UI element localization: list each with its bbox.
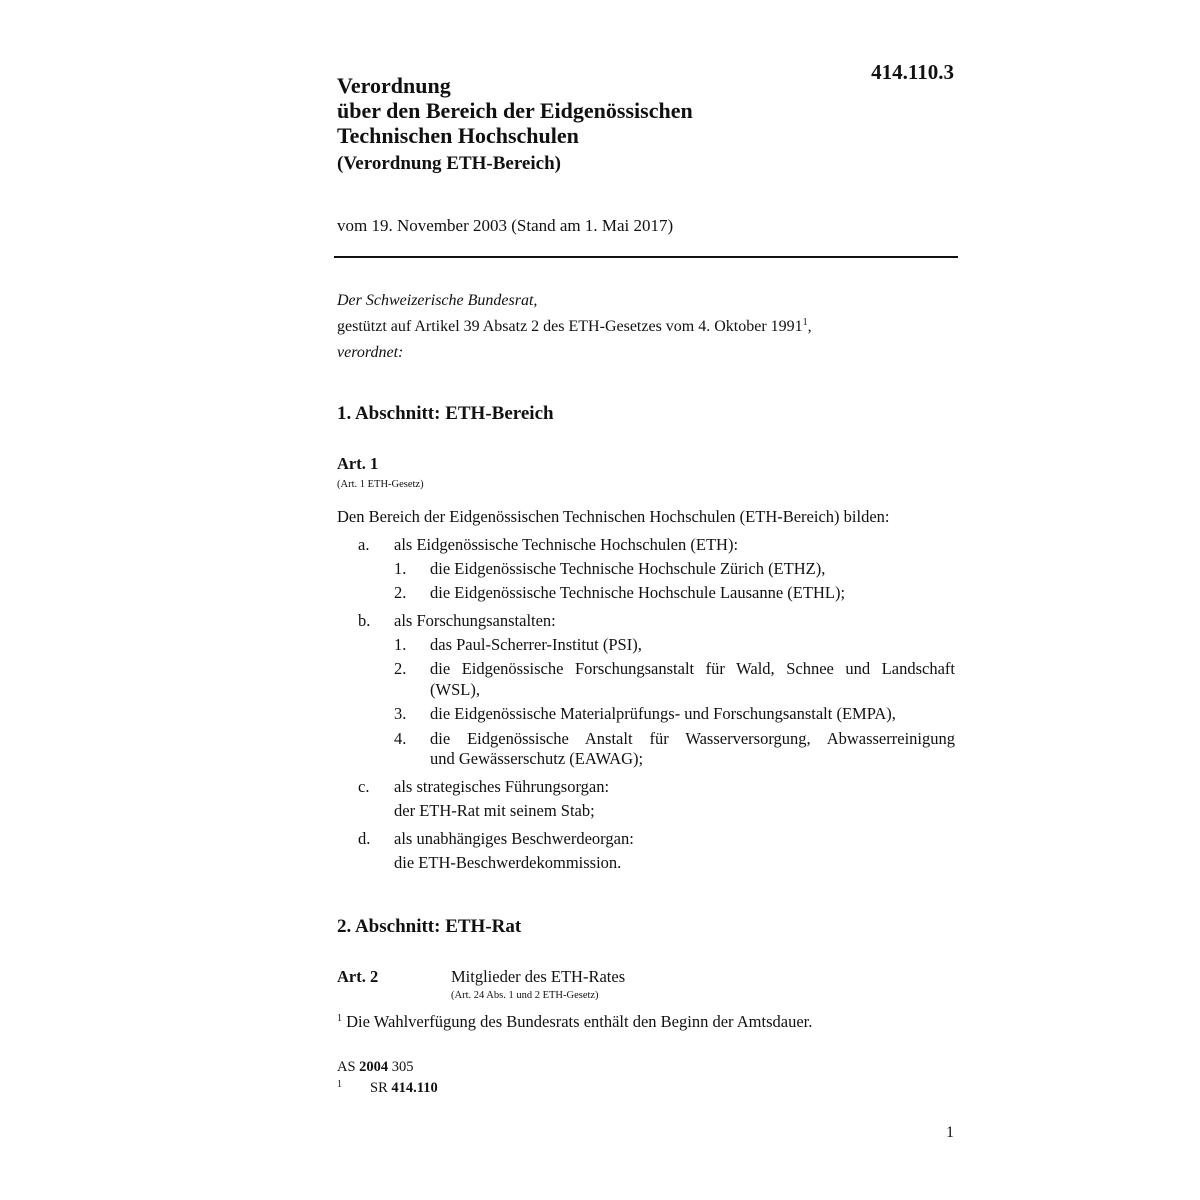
header-rule — [334, 256, 958, 258]
item-a1-text: die Eidgenössische Technische Hochschule Zürich (ETHZ), — [430, 559, 826, 578]
art-1-label: Art. 1 — [337, 454, 379, 473]
item-b2-text-line2: (WSL), — [430, 680, 480, 699]
item-b3-num: 3. — [394, 704, 407, 723]
sr-number: 414.110.3 — [871, 60, 954, 84]
short-title: (Verordnung ETH-Bereich) — [337, 153, 561, 174]
art-1-ref: (Art. 1 ETH-Gesetz) — [337, 479, 424, 490]
art-2-ref: (Art. 24 Abs. 1 und 2 ETH-Gesetz) — [451, 990, 599, 1001]
title-line-2: über den Bereich der Eidgenössischen — [337, 98, 693, 123]
page-number: 1 — [946, 1124, 954, 1141]
footnote-1-text: SR 414.110 — [370, 1080, 438, 1096]
art-2-label: Art. 2 — [337, 967, 379, 986]
item-b1-num: 1. — [394, 635, 407, 654]
item-a-letter: a. — [358, 535, 370, 554]
title-line-1: Verordnung — [337, 73, 451, 98]
date-line: vom 19. November 2003 (Stand am 1. Mai 2017) — [337, 216, 674, 235]
item-c-letter: c. — [358, 777, 370, 796]
item-a2-num: 2. — [394, 583, 407, 602]
item-a-text: als Eidgenössische Technische Hochschulen (ETH): — [394, 535, 739, 554]
preamble-authority: Der Schweizerische Bundesrat, — [337, 292, 538, 309]
footnote-1-number: 1 — [337, 1079, 342, 1090]
preamble-basis: gestützt auf Artikel 39 Absatz 2 des ETH-Gesetzes vom 4. Oktober 1991$^1$, — [337, 317, 812, 335]
item-d-line1: als unabhängiges Beschwerdeorgan: — [394, 829, 634, 848]
item-b2-num: 2. — [394, 659, 407, 678]
preamble-decree: verordnet: — [337, 344, 404, 361]
item-d-line2: die ETH-Beschwerdekommission. — [394, 853, 622, 872]
item-b3-text: die Eidgenössische Materialprüfungs- und Forschungsanstalt (EMPA), — [430, 704, 896, 723]
item-c-line2: der ETH-Rat mit seinem Stab; — [394, 801, 595, 820]
item-b2-text-line1: die Eidgenössische Forschungsanstalt für Wald, Schnee und Landschaft — [430, 659, 955, 678]
section-1-heading: 1. Abschnitt: ETH-Bereich — [337, 403, 554, 424]
item-b-text: als Forschungsanstalten: — [394, 611, 556, 630]
official-compilation-ref: AS 2004 305 — [337, 1059, 414, 1075]
item-b-letter: b. — [358, 611, 371, 630]
title-line-3: Technischen Hochschulen — [337, 123, 579, 148]
preamble — [337, 288, 812, 366]
item-c-line1: als strategisches Führungsorgan: — [394, 777, 610, 796]
paragraph-number: 1 — [337, 1013, 342, 1024]
item-a1-num: 1. — [394, 559, 407, 578]
art-2-title: Mitglieder des ETH-Rates — [451, 967, 626, 986]
item-a2-text: die Eidgenössische Technische Hochschule Lausanne (ETHL); — [430, 583, 846, 602]
item-d-letter: d. — [358, 829, 371, 848]
item-b4-text-line2: und Gewässerschutz (EAWAG); — [430, 749, 644, 768]
document-title — [337, 73, 693, 148]
item-b4-num: 4. — [394, 729, 407, 748]
section-2-heading: 2. Abschnitt: ETH-Rat — [337, 916, 522, 937]
item-b4-text-line1: die Eidgenössische Anstalt für Wasserversorgung, Abwasserreinigung — [430, 729, 955, 748]
item-b1-text: das Paul-Scherrer-Institut (PSI), — [430, 635, 642, 654]
footnote-ref-1: 1 — [802, 317, 808, 328]
art-1-intro: Den Bereich der Eidgenössischen Technischen Hochschulen (ETH-Bereich) bilden: — [337, 507, 890, 526]
art-2-para-1: $^1$ Die Wahlverfügung des Bundesrats enthält den Beginn der Amtsdauer. — [337, 1012, 813, 1031]
